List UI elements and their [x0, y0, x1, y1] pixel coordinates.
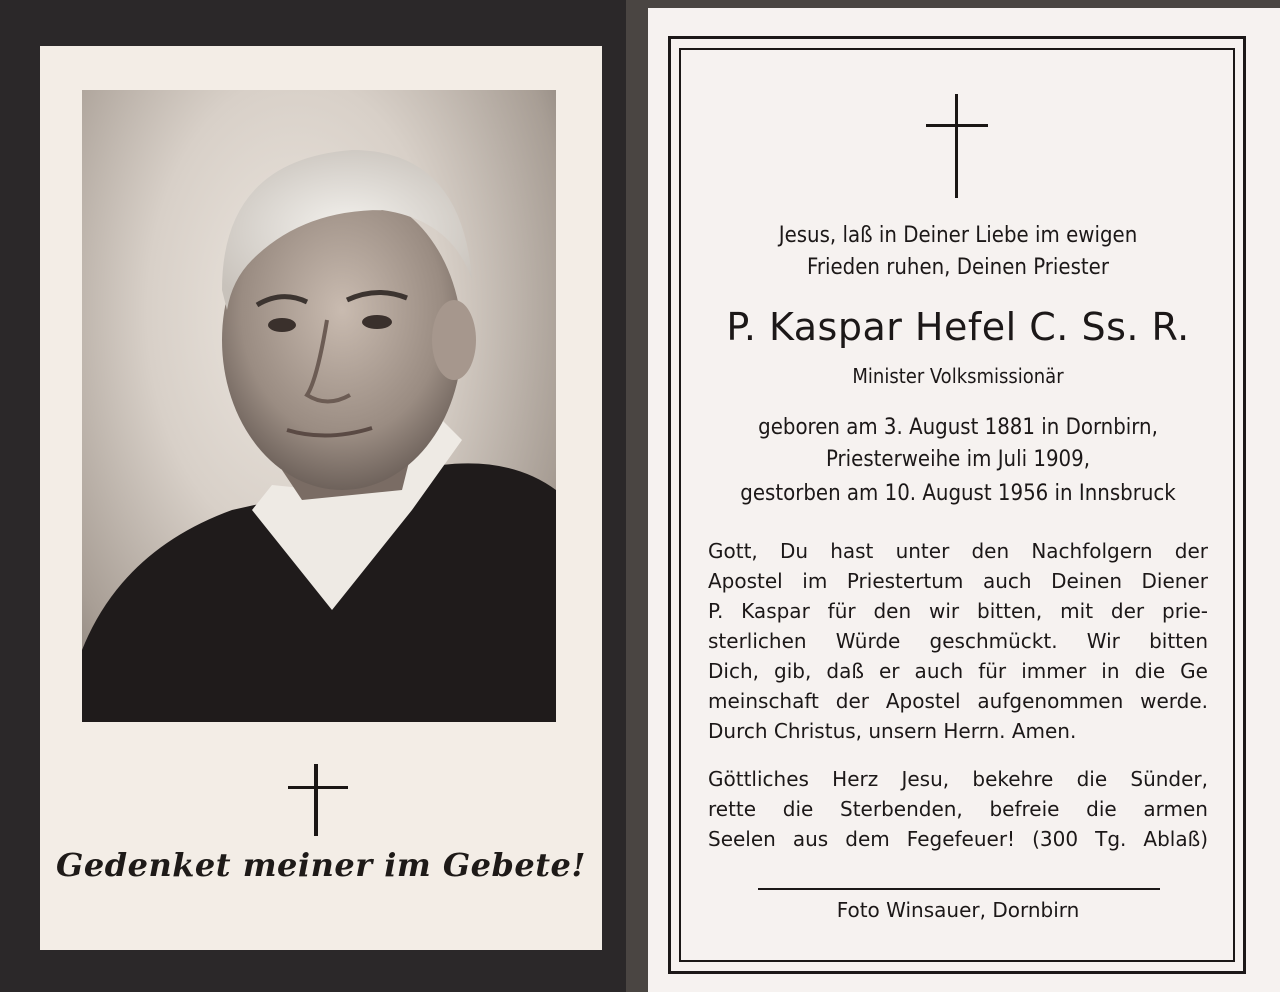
invocation-text — [708, 764, 1208, 854]
left-card-frame — [0, 0, 626, 992]
prayer-intro-line-2: Frieden ruhen, Deinen Priester — [807, 255, 1109, 280]
death-line: gestorben am 10. August 1956 in Innsbruck — [740, 481, 1176, 506]
portrait-illustration — [82, 90, 556, 722]
ordination-line: Priesterweihe im Juli 1909, — [826, 447, 1090, 472]
card-caption: Gedenket meiner im Gebete! — [56, 846, 586, 884]
prayer-text — [708, 536, 1208, 746]
prayer-line: Gott, Du hast unter den Nachfolgern der — [708, 539, 1208, 563]
divider — [758, 888, 1160, 890]
birth-line: geboren am 3. August 1881 in Dornbirn, — [758, 415, 1158, 440]
prayer-line: Durch Christus, unsern Herrn. Amen. — [708, 719, 1077, 743]
prayer-line: Dich, gib, daß er auch für immer in die Ge — [708, 659, 1208, 683]
deceased-name: P. Kaspar Hefel C. Ss. R. — [726, 305, 1190, 349]
prayer-line: meinschaft der Apostel aufgenommen werde. — [708, 689, 1208, 713]
photo-credit: Foto Winsauer, Dornbirn — [836, 898, 1080, 922]
invocation-line: rette die Sterbenden, befreie die armen — [708, 797, 1208, 821]
cross-icon — [926, 94, 988, 198]
memorial-card-back — [648, 8, 1280, 992]
cross-icon — [288, 764, 348, 836]
prayer-line: sterlichen Würde geschmückt. Wir bitten — [708, 629, 1208, 653]
portrait-photo — [82, 90, 556, 722]
deceased-title: Minister Volksmissionär — [852, 364, 1064, 388]
prayer-intro-line-1: Jesus, laß in Deiner Liebe im ewigen — [778, 223, 1138, 248]
invocation-line: Seelen aus dem Fegefeuer! (300 Tg. Ablaß) — [708, 827, 1208, 851]
prayer-line: Apostel im Priestertum auch Deinen Diener — [708, 569, 1208, 593]
invocation-line: Göttliches Herz Jesu, bekehre die Sünder, — [708, 767, 1208, 791]
memorial-card-front — [40, 46, 602, 950]
prayer-line: P. Kaspar für den wir bitten, mit der prie- — [708, 599, 1208, 623]
